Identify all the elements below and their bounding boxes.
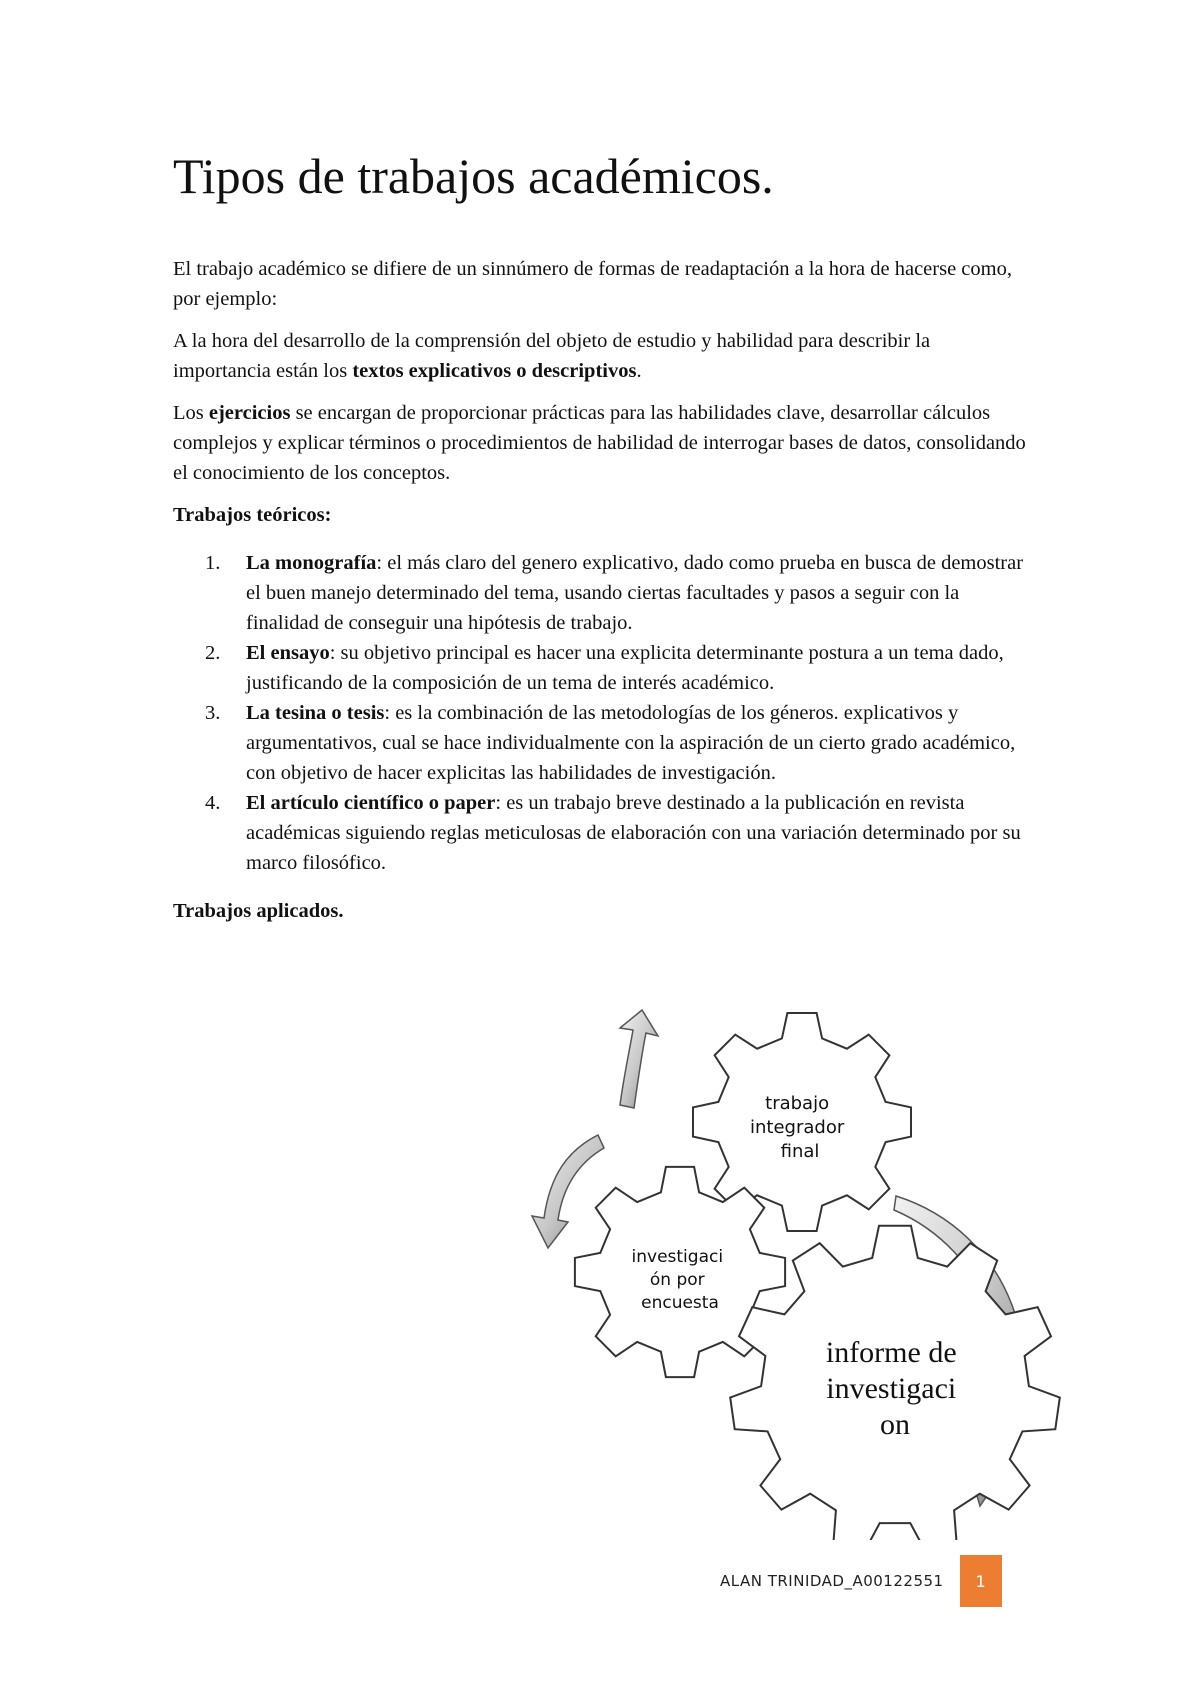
theory-list: [173, 548, 1033, 878]
list-item: 2. El ensayo: su objetivo principal es hacer una explicita determinante postura a un tema dado, justificando de la composición de un tema de interés académico.: [205, 642, 1004, 694]
exercises-paragraph: Los ejercicios se encargan de proporcionar prácticas para las habilidades clave, desarrollar cálculos complejos y explicar términos o procedimientos de habilidad de interrogar bases de datos, consolidando el conocimiento de los conceptos.: [173, 402, 1026, 484]
document-body: [173, 254, 1033, 944]
arrow-icon: [532, 1135, 604, 1248]
page-title: Tipos de trabajos académicos.: [173, 148, 774, 204]
page-footer: [720, 1555, 1002, 1607]
theory-heading: Trabajos teóricos:: [173, 504, 332, 526]
list-item: 4. El artículo científico o paper: es un trabajo breve destinado a la publicación en revista académicas siguiendo reglas meticulosas de elaboración con una variación determinado por su marco filosófico.: [205, 792, 1021, 874]
gear-label-top: trabajo integrador final: [750, 1093, 845, 1162]
list-item: 1. La monografía: el más claro del genero explicativo, dado como prueba en busca de demostrar el buen manejo determinado del tema, usando ciertas facultades y pasos a seguir con la finalidad de conseguir una hipótesis de trabajo.: [205, 552, 1024, 634]
intro-paragraph: El trabajo académico se difiere de un sinnúmero de formas de readaptación a la hora de hacerse como, por ejemplo:: [173, 258, 1012, 310]
list-item: 3. La tesina o tesis: es la combinación de las metodologías de los géneros. explicativos y argumentativos, cual se hace individualmente con la aspiración de un cierto grado académico, con objetivo de hacer explicitas las habilidades de investigación.: [205, 702, 1016, 784]
explanatory-texts-paragraph: A la hora del desarrollo de la comprensión del objeto de estudio y habilidad para describir la importancia están los textos explicativos o descriptivos.: [173, 330, 931, 382]
arrow-icon: [620, 1010, 658, 1108]
gear-cycle-diagram: [520, 1000, 1120, 1540]
gear-label-left: investigaci ón por encuesta: [631, 1247, 724, 1313]
gear-label-big: informe de investigaci on: [825, 1336, 957, 1441]
exercises-term: ejercicios: [208, 402, 291, 424]
applied-heading: Trabajos aplicados.: [173, 900, 344, 922]
author-label: ALAN TRINIDAD_A00122551: [720, 1572, 944, 1590]
explanatory-texts-term: textos explicativos o descriptivos: [352, 360, 637, 382]
page-number-badge: 1: [960, 1555, 1002, 1607]
